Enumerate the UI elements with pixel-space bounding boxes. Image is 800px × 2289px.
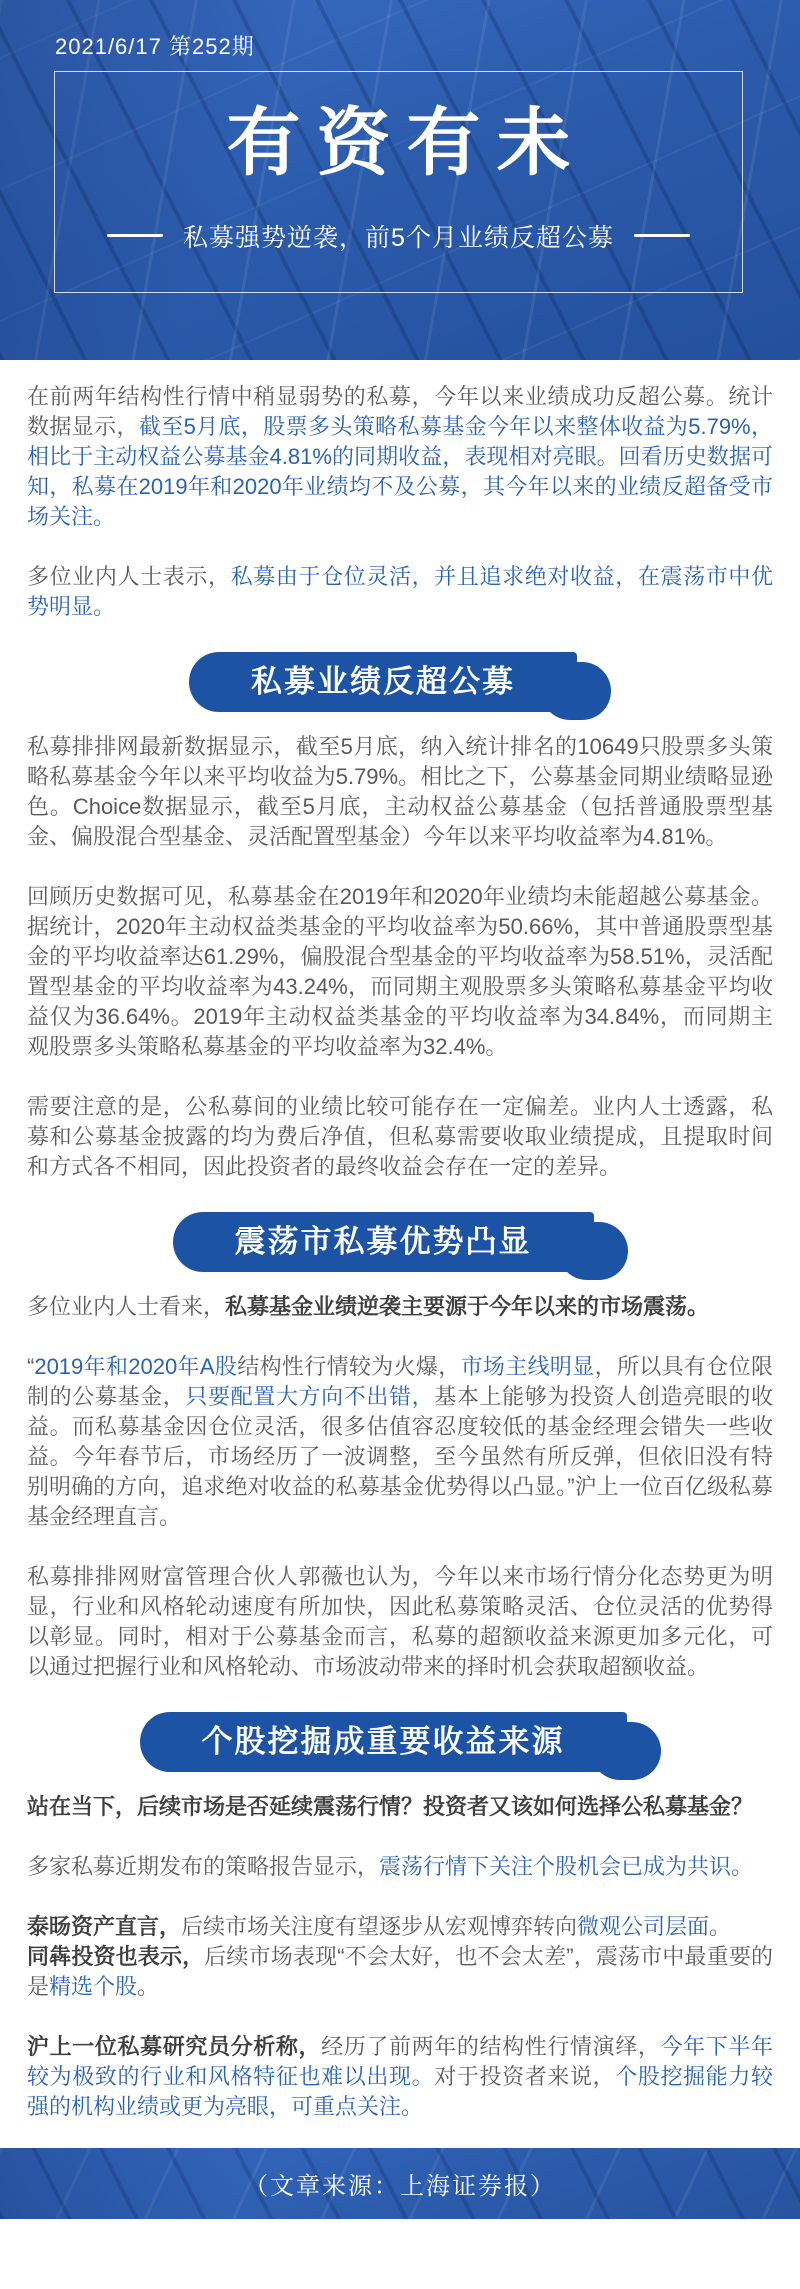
text-segment-gray: 回顾历史数据可见，私募基金在2019年和2020年业绩均未能超越公募基金。据统计，2020年主动权益类基金的平均收益率为50.66%，其中普通股票型基金的平均收益率达61.29%，偏股混合型基金的平均收益率为58.51%，灵活配置型基金的平均收益率为43.24%，而同期主观股票多头策略私募基金平均收益仅为36.64%。2019年主动权益类基金的平均收益率为34.84%，而同期主观股票多头策略私募基金的平均收益率为32.4%。 — [27, 884, 773, 1059]
paragraph — [27, 1852, 773, 1882]
text-segment-gray: 多位业内人士看来， — [27, 1294, 226, 1319]
subtitle-row — [107, 218, 690, 254]
text-segment-bold: 泰旸资产直言， — [27, 1914, 182, 1939]
text-segment-gray: 结构性行情较为火爆， — [237, 1354, 461, 1379]
header-banner — [0, 0, 800, 360]
text-segment-gray: ，所以具有仓位限制的公募基金， — [27, 1354, 773, 1409]
section-heading-pill — [173, 1212, 628, 1272]
right-dash-decoration — [634, 234, 690, 237]
paragraph — [27, 1292, 773, 1322]
text-segment-blue: 只要配置大方向不出错， — [185, 1384, 435, 1409]
text-segment-blue: 截至5月底，股票多头策略私募基金今年以来整体收益为5.79%，相比于主动权益公募基金4.81%的同期收益，表现相对亮眼。回看历史数据可知，私募在2019年和2020年业绩均不及公募，其今年以来的业绩反超备受市场关注。 — [27, 414, 773, 529]
paragraph — [27, 1792, 773, 1822]
text-segment-blue: 2019年和2020年A股 — [34, 1354, 238, 1379]
text-segment-blue: 个股挖掘能力较强的机构业绩或更为亮眼，可重点关注。 — [27, 2064, 773, 2119]
text-segment-blue: 震荡行情下关注个股机会已成为共识。 — [379, 1854, 754, 1879]
text-segment-gray: 后续市场表现“不会太好，也不会太差”，震荡市中最重要的是 — [27, 1944, 773, 1999]
issue-date — [55, 30, 255, 61]
text-segment-gray: 。 — [709, 1914, 732, 1939]
section-heading-label: 震荡市私募优势凸显 — [173, 1212, 594, 1272]
page-title: 有资有未 — [226, 101, 587, 185]
section-heading-label: 私募业绩反超公募 — [189, 652, 577, 712]
paragraph — [27, 382, 773, 532]
paragraph — [27, 732, 773, 852]
text-segment-gray: 基本上能够为投资人创造亮眼的收益。而私募基金因仓位灵活，很多估值容忍度较低的基金经理会错失一些收益。今年春节后，市场经历了一波调整，至今虽然有所反弹，但依旧没有特别明确的方向，追求绝对收益的私募基金优势得以凸显。”沪上一位百亿级私募基金经理直言。 — [27, 1384, 773, 1529]
text-segment-gray: 在前两年结构性行情中稍显弱势的私募，今年以来业绩成功反超公募。统计数据显示， — [27, 384, 773, 439]
text-segment-gray: 私募排排网财富管理合伙人郭薇也认为，今年以来市场行情分化态势更为明显，行业和风格轮动速度有所加快，因此私募策略灵活、仓位灵活的优势得以彰显。同时，相对于公募基金而言，私募的超额收益来源更加多元化，可以通过把握行业和风格轮动、市场波动带来的择时机会获取超额收益。 — [27, 1564, 773, 1679]
text-segment-gray: 多位业内人士表示， — [27, 564, 231, 589]
paragraph — [27, 1562, 773, 1682]
text-segment-bold: 私募基金业绩逆袭主要源于今年以来的市场震荡。 — [225, 1294, 710, 1319]
text-segment-bold: 沪上一位私募研究员分析称， — [27, 2034, 322, 2059]
paragraph — [27, 1352, 773, 1532]
paragraph — [27, 1912, 773, 1942]
text-segment-blue: 市场主线明显 — [460, 1354, 595, 1379]
text-segment-blue: 微观公司层面 — [577, 1914, 710, 1939]
footer-banner — [0, 2148, 800, 2219]
paragraph — [27, 882, 773, 1062]
source-attribution: （文章来源：上海证券报） — [244, 2173, 556, 2200]
text-segment-blue: 今年下半年较为极致的行业和风格特征也难以出现。 — [27, 2034, 773, 2089]
title-frame — [54, 71, 743, 293]
text-segment-bold: 站在当下，后续市场是否延续震荡行情？投资者又该如何选择公私募基金？ — [27, 1794, 754, 1819]
text-segment-gray: 后续市场关注度有望逐步从宏观博弈转向 — [181, 1914, 578, 1939]
text-segment-gray: 需要注意的是，公私募间的业绩比较可能存在一定偏差。业内人士透露，私募和公募基金披露的均为费后净值，但私募需要收取业绩提成，且提取时间和方式各不相同，因此投资者的最终收益会存在一定的差异。 — [27, 1094, 773, 1179]
text-segment-gray: 私募排排网最新数据显示，截至5月底，纳入统计排名的10649只股票多头策略私募基金今年以来平均收益为5.79%。相比之下，公募基金同期业绩略显逊色。Choice数据显示，截至5月底，主动权益公募基金（包括普通股票型基金、偏股混合型基金、灵活配置型基金）今年以来平均收益率为4.81%。 — [27, 734, 773, 849]
paragraph — [27, 1092, 773, 1182]
text-segment-blue: 私募由于仓位灵活，并且追求绝对收益，在震荡市中优势明显。 — [27, 564, 773, 619]
section-heading-label: 个股挖掘成重要收益来源 — [140, 1712, 627, 1772]
paragraph — [27, 2032, 773, 2122]
paragraph — [27, 562, 773, 622]
date-label: 2021/6/17 — [55, 34, 162, 59]
section-heading-pill — [189, 652, 611, 712]
section-heading-pill — [140, 1712, 661, 1772]
text-segment-gray: “ — [27, 1354, 35, 1379]
text-segment-gray: 。 — [137, 1974, 160, 1999]
text-segment-gray: 对于投资者来说， — [434, 2064, 616, 2089]
left-dash-decoration — [107, 234, 163, 237]
page-subtitle: 私募强势逆袭，前5个月业绩反超公募 — [183, 223, 614, 252]
text-segment-blue: 精选个股 — [49, 1974, 138, 1999]
text-segment-gray: 多家私募近期发布的策略报告显示， — [27, 1854, 380, 1879]
issue-number: 第252期 — [169, 34, 255, 59]
paragraph — [27, 1942, 773, 2002]
article-body — [0, 360, 800, 2148]
text-segment-bold: 同犇投资也表示， — [27, 1944, 205, 1969]
text-segment-gray: 经历了前两年的结构性行情演绎， — [321, 2034, 661, 2059]
